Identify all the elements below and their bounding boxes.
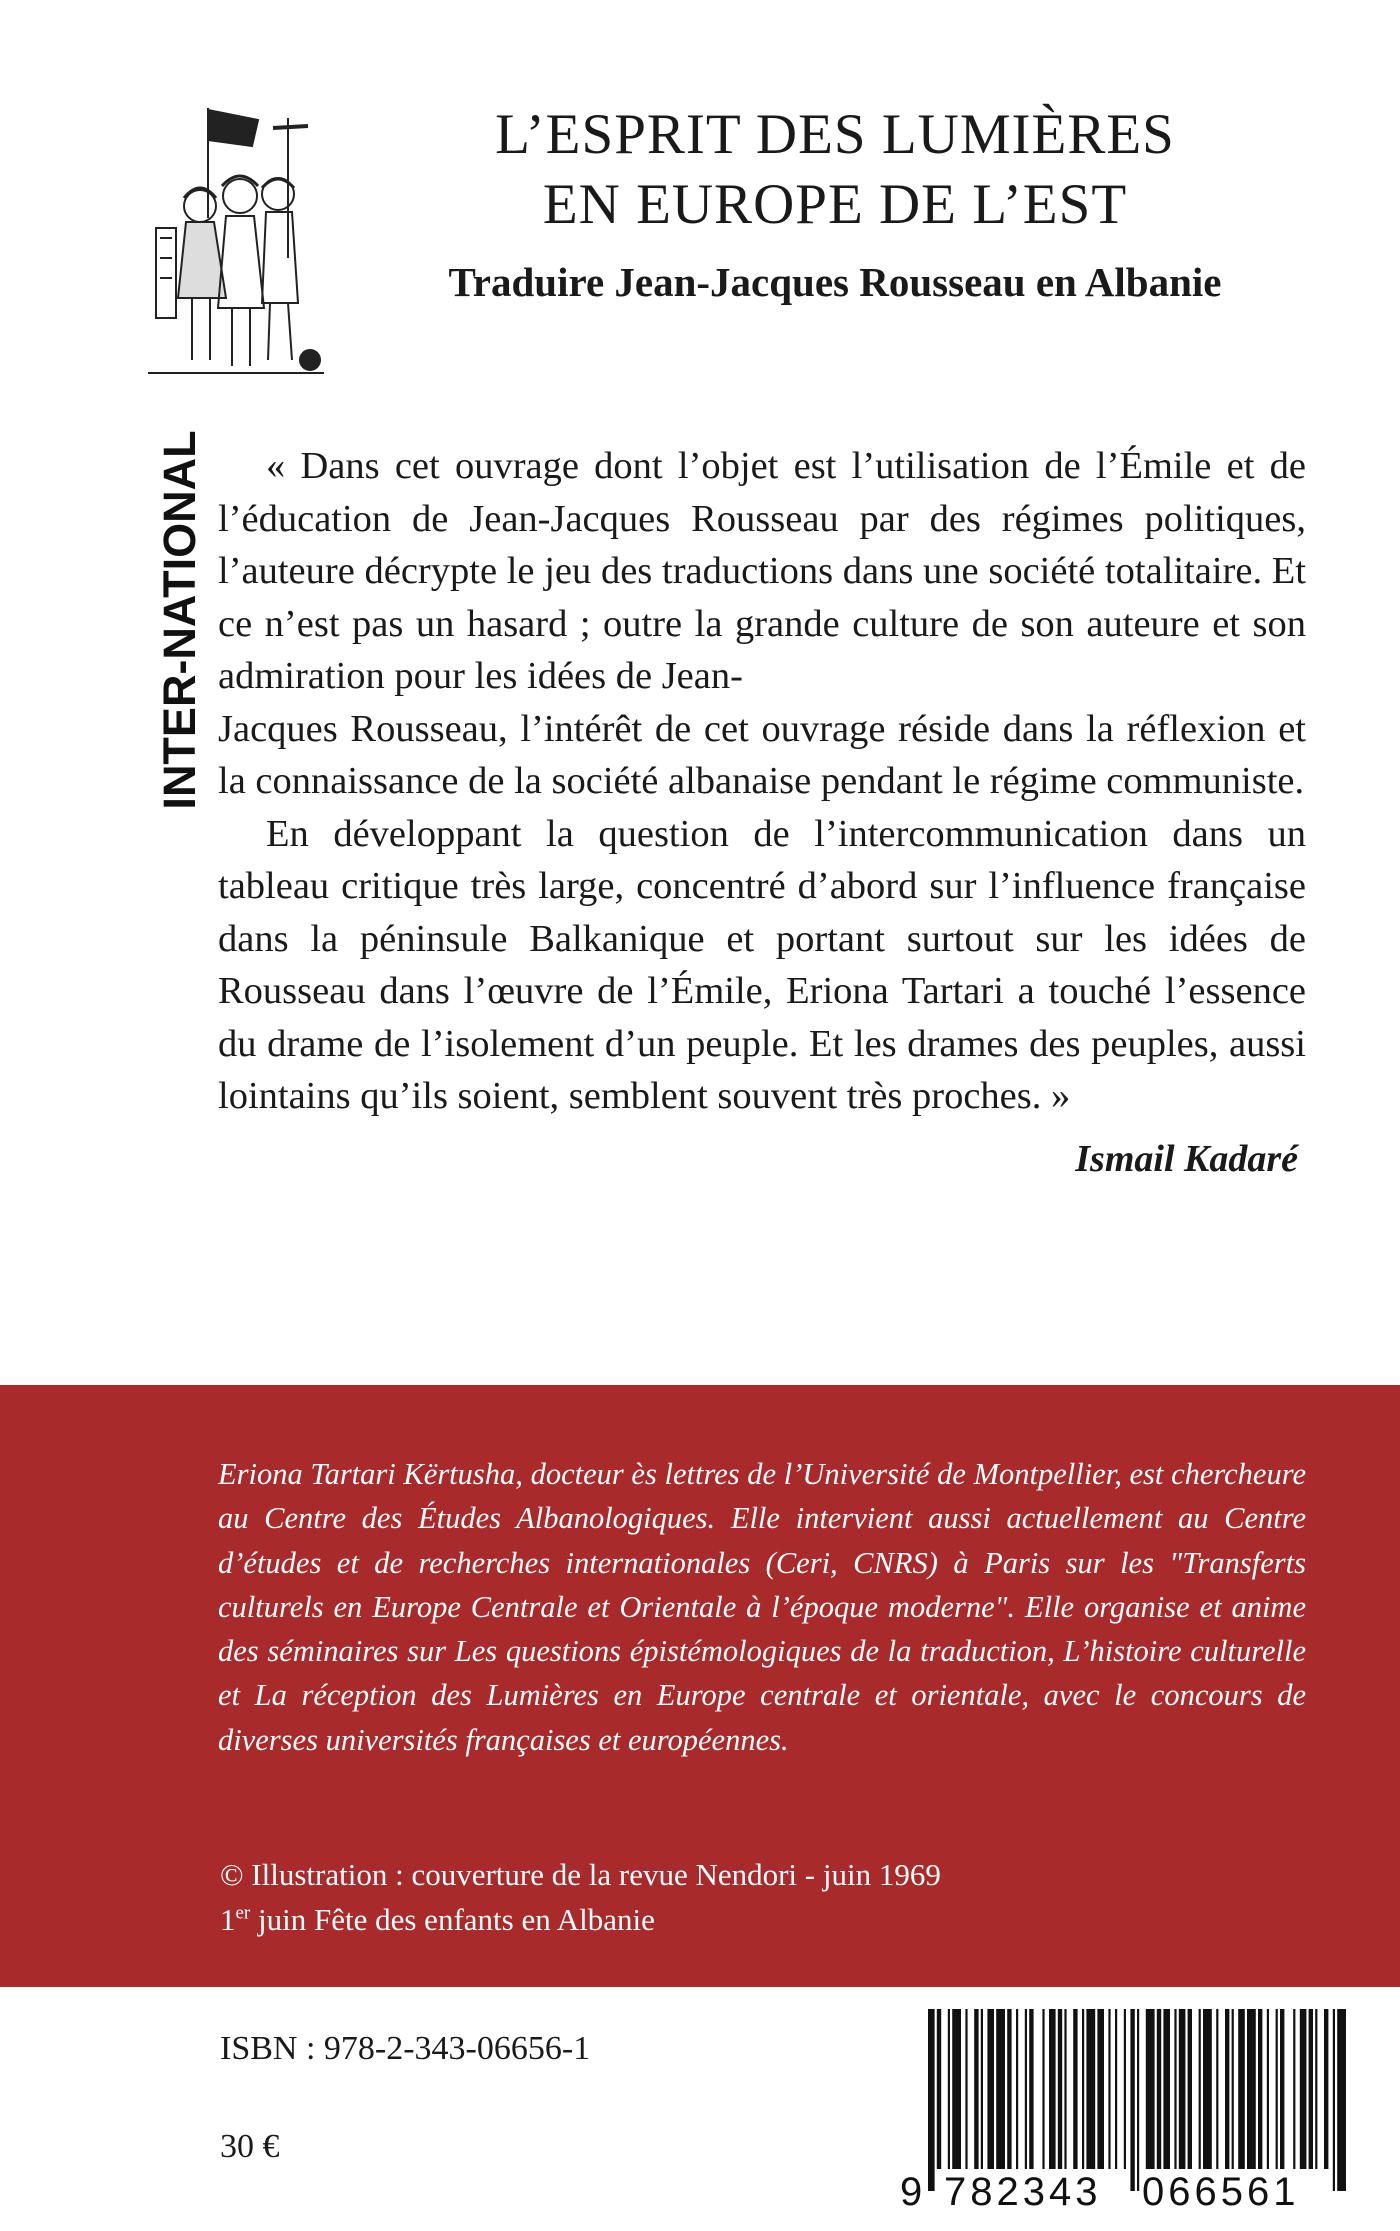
barcode-bar [1324, 2009, 1328, 2169]
barcode-bar [1073, 2009, 1077, 2169]
barcode-bar [1238, 2009, 1245, 2169]
barcode-bar [948, 2009, 950, 2169]
quote-paragraph-1-continued: Jacques Rousseau, l’intérêt de cet ouvrage réside dans la réflexion et la connaissance de la société albanaise pendant le régime communiste. [218, 707, 1306, 802]
quote-author: Ismail Kadaré [1075, 1137, 1298, 1180]
barcode-bar [1157, 2009, 1161, 2169]
barcode-bar [1280, 2009, 1284, 2169]
barcode-bar [1300, 2009, 1307, 2169]
children-parade-illustration-icon [148, 98, 324, 385]
barcode-bar [987, 2009, 994, 2169]
barcode-bar [1029, 2009, 1033, 2169]
barcode-bar [1086, 2009, 1095, 2169]
barcode-bar [1124, 2009, 1126, 2169]
barcode-bar [965, 2009, 967, 2169]
barcode-bar [1188, 2009, 1192, 2169]
credit-day: 1 [220, 1902, 236, 1937]
barcode-bar [1064, 2009, 1066, 2169]
author-bio-band [0, 1385, 1400, 1987]
barcode-bar [1146, 2009, 1155, 2169]
barcode-bar [1108, 2009, 1110, 2169]
barcode [894, 2005, 1346, 2213]
barcode-bar [1203, 2009, 1212, 2169]
barcode-bar [1199, 2009, 1201, 2169]
barcode-bar [1130, 2009, 1134, 2191]
author-bio: Eriona Tartari Kërtusha, docteur ès lettres de l’Université de Montpellier, est chercheure au Centre des Études Albanologiques. Elle intervient aussi actuellement au Centre d’études et de recherches internationales (Ceri, CNRS) à Paris sur les "Transferts culturels en Europe Centrale et Orientale à l’époque moderne". Elle organise et anime des séminaires sur Les questions épistémologiques de la traduction, L’histoire culturelle et La réception des Lumières en Europe centrale et orientale, avec le concours de diverses universités françaises et européennes. [218, 1457, 1306, 1757]
barcode-bar [1025, 2009, 1027, 2169]
barcode-bar [1049, 2009, 1056, 2169]
barcode-digit-first: 9 [900, 2170, 923, 2213]
title-block [330, 100, 1340, 306]
barcode-bar [974, 2009, 978, 2169]
barcode-bar [1137, 2009, 1139, 2191]
barcode-digits-left: 782343 [944, 2170, 1102, 2213]
barcode-bar [1058, 2009, 1062, 2169]
book-title-line-2: EN EUROPE DE L’EST [542, 173, 1128, 236]
credit-rest: juin Fête des enfants en Albanie [250, 1902, 655, 1937]
quote-paragraph-2: En développant la question de l’intercommunication dans un tableau critique très large, concentré d’abord sur l’influence française dans la péninsule Balkanique et portant surtout sur les idées de Rousseau dans l’œuvre de l’Émile, Eriona Tartari a touché l’essence du drame de l’isolement d’un peuple. Et les drames des peuples, aussi lointains qu’ils soient, semblent souvent très proches. » [218, 812, 1306, 1117]
barcode-bar [1337, 2009, 1346, 2191]
barcode-bar [1267, 2009, 1269, 2169]
barcode-bars [928, 2009, 1346, 2191]
barcode-bar [1232, 2009, 1234, 2169]
barcode-bar [981, 2009, 983, 2169]
book-subtitle: Traduire Jean-Jacques Rousseau en Albanie [448, 259, 1222, 305]
barcode-bar [996, 2009, 1005, 2169]
barcode-bar [1174, 2009, 1176, 2169]
book-title-line-1: L’ESPRIT DES LUMIÈRES [495, 103, 1175, 166]
barcode-bar [1247, 2009, 1256, 2169]
barcode-bar [1007, 2009, 1011, 2169]
barcode-bar [1016, 2009, 1018, 2169]
barcode-bar [1225, 2009, 1229, 2169]
isbn: ISBN : 978-2-343-06656-1 [220, 2030, 591, 2067]
price: 30 € [220, 2128, 280, 2165]
barcode-bar [1115, 2009, 1117, 2169]
barcode-bar [1082, 2009, 1084, 2169]
barcode-bar [1097, 2009, 1104, 2169]
back-cover-quote [218, 440, 1306, 1181]
credit-line-2 [220, 1897, 1220, 1942]
barcode-bar [1276, 2009, 1278, 2169]
credit-ordinal: er [235, 1902, 251, 1924]
illustration-credit [220, 1852, 1220, 1942]
barcode-bar [1309, 2009, 1313, 2169]
barcode-bar [1258, 2009, 1262, 2169]
barcode-bar [952, 2009, 961, 2169]
barcode-bar [1293, 2009, 1295, 2169]
quote-paragraph-1: « Dans cet ouvrage dont l’objet est l’utilisation de l’Émile et de l’éducation de Jean-Jacques Rousseau par des régimes politiques, l’auteure décrypte le jeu des traductions dans une société totalitaire. Et ce n’est pas un hasard ; outre la grande culture de son auteure et son admiration pour les idées de Jean- [218, 445, 1306, 697]
barcode-digits-right: 066561 [1142, 2170, 1300, 2213]
barcode-bar [1216, 2009, 1218, 2169]
barcode-bar [928, 2009, 935, 2191]
series-label: INTER-NATIONAL [154, 430, 205, 810]
barcode-bar [937, 2009, 941, 2169]
barcode-bar [1179, 2009, 1186, 2169]
barcode-bar [1315, 2009, 1317, 2169]
barcode-bar [1333, 2009, 1335, 2191]
credit-line-1: © Illustration : couverture de la revue Nendori - juin 1969 [220, 1857, 941, 1892]
barcode-bar [1042, 2009, 1044, 2169]
barcode-bar [1163, 2009, 1170, 2169]
